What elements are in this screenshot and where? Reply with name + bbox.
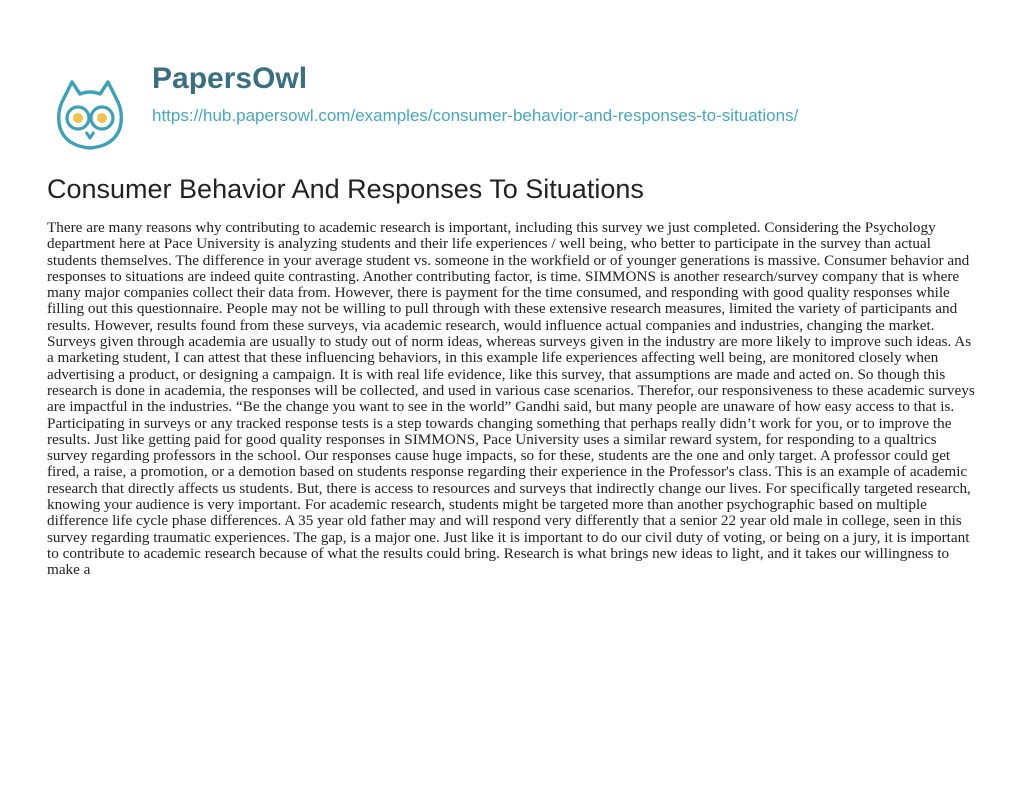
site-header: [48, 58, 988, 142]
article-url-link[interactable]: https://hub.papersowl.com/examples/consumer-behavior-and-responses-to-situations/: [152, 106, 799, 125]
brand-name[interactable]: PapersOwl: [152, 62, 308, 95]
article-body: There are many reasons why contributing to academic research is important, including this survey we just completed. Considering the Psychology department here at Pace University is analyzing students and their life experiences / well being, who better to participate in the survey than actual students themselves. The difference in your average student vs. someone in the workfield or of younger generations is massive. Consumer behavior and responses to situations are indeed quite contrasting. Another contributing factor, is time. SIMMONS is another research/survey company that is where many major companies collect their data from. However, there is payment for the time consumed, and responding with good quality responses while filling out this questionnaire. People may not be willing to pull through with these extensive research measures, limited the variety of participants and results. However, results found from these surveys, via academic research, would influence actual companies and industries, changing the market. Surveys given through academia are usually to study out of norm ideas, whereas surveys given in the industry are more likely to improve such ideas. As a marketing student, I can attest that these influencing behaviors, in this example life experiences affecting well being, are monitored closely when advertising a product, or designing a campaign. It is with real life evidence, like this survey, that assumptions are made and acted on. So though this research is done in academia, the responses will be collected, and used in various case scenarios. Therefor, our responsiveness to these academic surveys are impactful in the industries. “Be the change you want to see in the world” Gandhi said, but many people are unaware of how easy access to that is. Participating in surveys or any tracked response tests is a step towards changing something that perhaps really didn’t work for you, or to improve the results. Just like getting paid for good quality responses in SIMMONS, Pace University uses a similar reward system, for responding to a qualtrics survey regarding professors in the school. Our responses cause huge impacts, so for these, students are the one and only target. A professor could get fired, a raise, a promotion, or a demotion based on students response regarding their experience in the Professor's class. This is an example of academic research that directly affects us students. But, there is access to resources and surveys that indirectly change our lives. For specifically targeted research, knowing your audience is very important. For academic research, students might be targeted more than another psychographic based on multiple difference life cycle phase differences. A 35 year old father may and will respond very differently that a senior 22 year old male in college, seen in this survey regarding traumatic experiences. The gap, is a major one. Just like it is important to do our civil duty of voting, or being on a jury, it is important to contribute to academic research because of what the results could bring. Research is what brings new ideas to light, and it takes our willingness to make a: [47, 219, 975, 579]
owl-logo-icon[interactable]: [48, 72, 132, 156]
article-title: Consumer Behavior And Responses To Situations: [47, 174, 644, 204]
